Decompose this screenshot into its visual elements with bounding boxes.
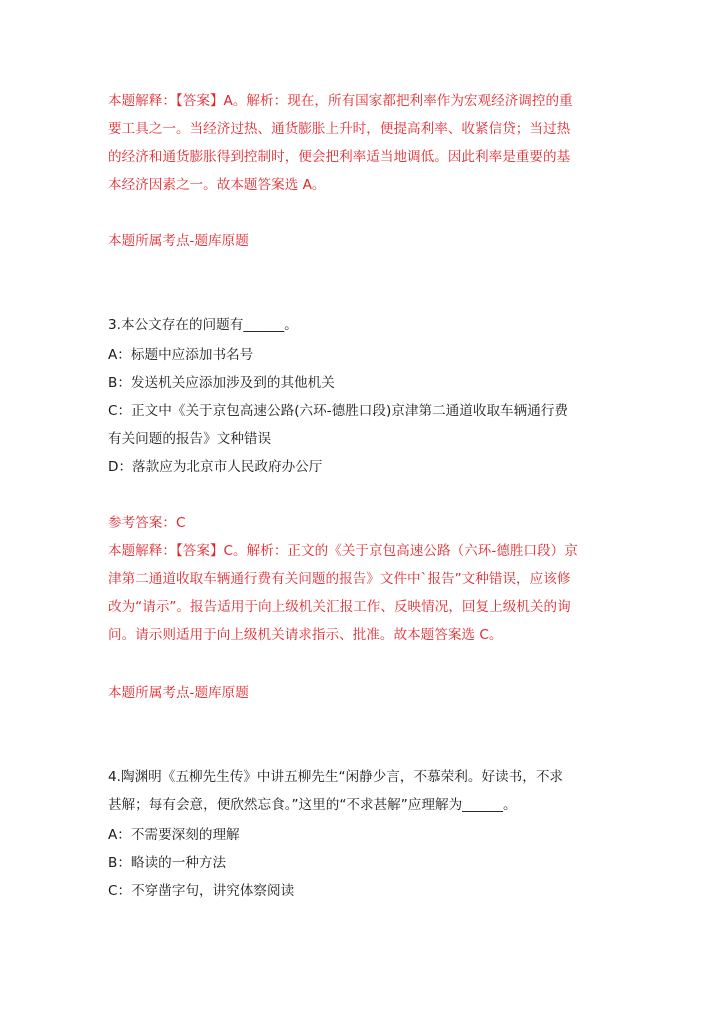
option-c-continued: 有关问题的报告》文种错误 xyxy=(108,431,272,447)
explanation-line: 本经济因素之一。故本题答案选 A。 xyxy=(108,177,326,193)
source-note: 本题所属考点-题库原题 xyxy=(108,233,249,249)
option-c: C：正文中《关于京包高速公路(六环-德胜口段)京津第二通道收取车辆通行费 xyxy=(108,403,569,419)
source-note: 本题所属考点-题库原题 xyxy=(108,685,249,701)
option-d: D：落款应为北京市人民政府办公厅 xyxy=(108,459,323,475)
explanation-line: 津第二通道收取车辆通行费有关问题的报告》文件中`报告”文种错误，应该修 xyxy=(108,571,571,587)
explanation-line: 的经济和通货膨胀得到控制时，便会把利率适当地调低。因此利率是重要的基 xyxy=(108,149,571,165)
question-stem: 3.本公文存在的问题有______。 xyxy=(108,317,298,333)
question-stem-continued: 甚解；每有会意，便欣然忘食。”这里的“不求甚解”应理解为______。 xyxy=(108,797,517,813)
explanation-line: 改为“请示”。报告适用于向上级机关汇报工作、反映情况，回复上级机关的询 xyxy=(108,599,571,615)
option-b: B：略读的一种方法 xyxy=(108,855,227,871)
explanation-line: 要工具之一。当经济过热、通货膨胀上升时，便提高利率、收紧信贷；当过热 xyxy=(108,121,571,137)
option-a: A：不需要深刻的理解 xyxy=(108,827,240,843)
question-stem: 4.陶渊明《五柳先生传》中讲五柳先生“闲静少言，不慕荣利。好读书，不求 xyxy=(108,769,564,785)
option-c: C：不穿凿字句，讲究体察阅读 xyxy=(108,883,295,899)
answer-label: 参考答案：C xyxy=(108,515,186,531)
option-b: B：发送机关应添加涉及到的其他机关 xyxy=(108,375,335,391)
explanation-line: 问。请示则适用于向上级机关请求指示、批准。故本题答案选 C。 xyxy=(108,627,503,643)
explanation-line: 本题解释：【答案】C。解析：正文的《关于京包高速公路（六环-德胜口段）京 xyxy=(108,543,578,559)
explanation-line: 本题解释：【答案】A。解析：现在，所有国家都把利率作为宏观经济调控的重 xyxy=(108,93,573,109)
option-a: A：标题中应添加书名号 xyxy=(108,347,254,363)
